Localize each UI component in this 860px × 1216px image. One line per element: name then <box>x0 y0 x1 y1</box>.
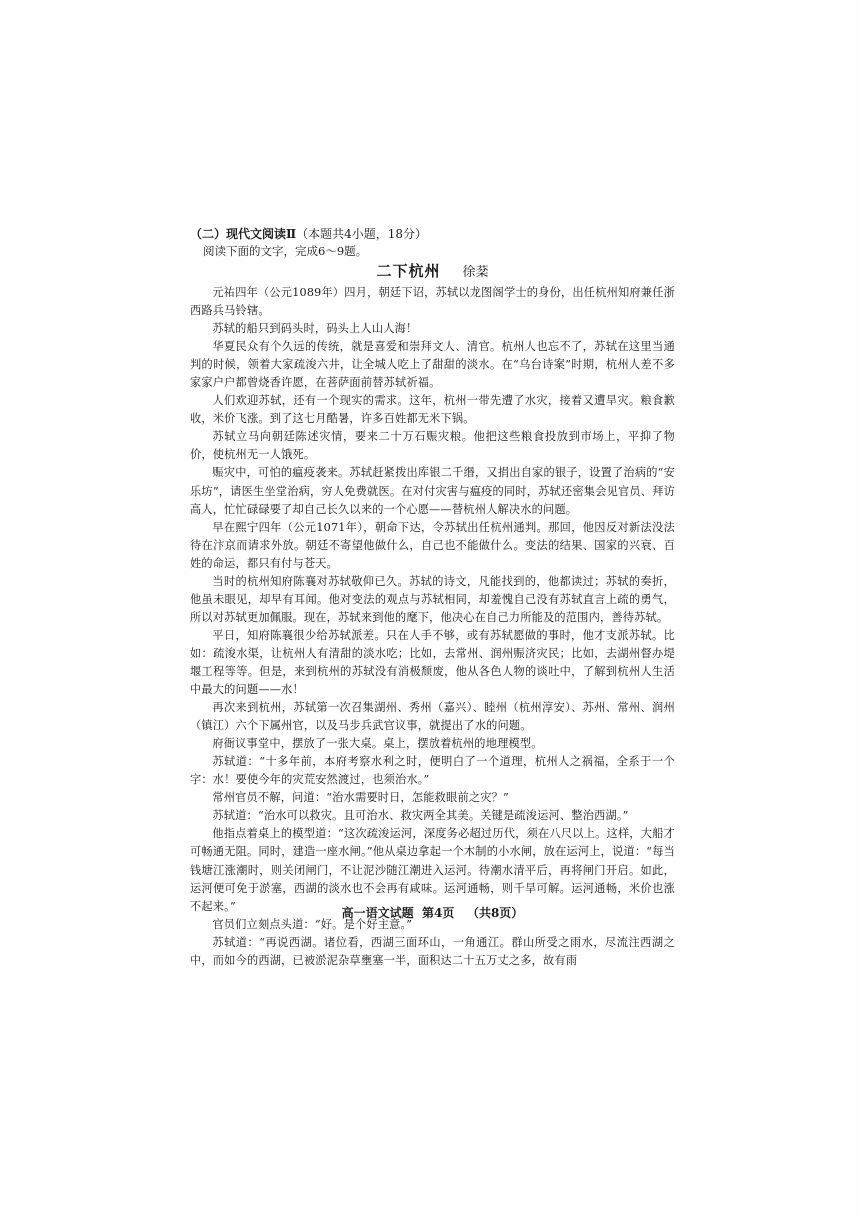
article-paragraph: 平日，知府陈襄很少给苏轼派差。只在人手不够，或有苏轼愿做的事时，他才支派苏轼。比如：疏浚水渠，让杭州人有清甜的淡水吃；比如，去常州、润州赈济灾民；比如，去湖州督办堤堰工程等等。但是，来到杭州的苏轼没有消极颓废，他从各色人物的谈吐中，了解到杭州人生活中最大的问题——水！ <box>190 628 675 697</box>
section-instruction: 阅读下面的文字，完成6～9题。 <box>203 244 368 258</box>
article-paragraph: 官员们立刻点头道：“好。是个好主意。” <box>212 917 413 931</box>
article-paragraph: 苏轼道：“十多年前，本府考察水利之时，便明白了一个道理，杭州人之祸福，全系于一个字：水！要使今年的灾荒安然渡过，也须治水。” <box>190 755 675 787</box>
article-paragraph: 府衙议事堂中，摆放了一张大桌。桌上，摆放着杭州的地理模型。 <box>212 737 543 751</box>
article-paragraph: 赈灾中，可怕的瘟疫袭来。苏轼赶紧拨出库银二千缗，又捐出自家的银子，设置了治病的“安乐坊”，请医生坐堂治病，穷人免费就医。在对付灾害与瘟疫的同时，苏轼还密集会见官员、拜访高人，忙忙碌碌要了却自己长久以来的一个心愿——替杭州人解决水的问题。 <box>190 466 675 516</box>
article-paragraph: 苏轼道：“治水可以救灾。且可治水、救灾两全其美。关键是疏浚运河、整治西湖。” <box>212 809 629 823</box>
article-body <box>190 284 675 970</box>
article-title-row <box>190 261 675 281</box>
article-paragraph: 苏轼的船只到码头时，码头上人山人海！ <box>212 322 418 336</box>
article-author: 徐棻 <box>462 265 489 280</box>
article-title: 二下杭州 <box>376 262 441 280</box>
reading-section <box>190 226 675 970</box>
article-paragraph: 华夏民众有个久远的传统，就是喜爱和崇拜文人、清官。杭州人也忘不了，苏轼在这里当通判的时候，领着大家疏浚六井，让全城人吃上了甜甜的淡水。在“乌台诗案”时期，杭州人差不多家家户户都曾烧香许愿，在菩萨面前替苏轼祈福。 <box>190 340 675 390</box>
footer-page-number: 第4页 <box>422 906 455 920</box>
article-paragraph: 苏轼立马向朝廷陈述灾情，要来二十万石赈灾粮。他把这些粮食投放到市场上，平抑了物价，使杭州无一人饿死。 <box>190 430 675 462</box>
article-paragraph: 当时的杭州知府陈襄对苏轼敬仰已久。苏轼的诗文，凡能找到的，他都读过；苏轼的奏折，他虽未眼见，却早有耳闻。他对变法的观点与苏轼相同，却羞愧自己没有苏轼直言上疏的勇气，所以对苏轼更加佩服。现在，苏轼来到他的麾下，他决心在自己力所能及的范围内，善待苏轼。 <box>190 574 675 624</box>
article-paragraph: 苏轼道：“再说西湖。诸位看，西湖三面环山，一角通江。群山所受之雨水，尽流注西湖之中，而如今的西湖，已被淤泥杂草壅塞一半，面积达二十五万丈之多，故有雨 <box>190 935 675 967</box>
section-note: （本题共4小题，18分） <box>296 227 428 241</box>
section-heading <box>190 226 675 243</box>
footer-total-pages: （共8页） <box>466 906 524 920</box>
article-paragraph: 人们欢迎苏轼，还有一个现实的需求。这年，杭州一带先遭了水灾，接着又遭旱灾。粮食歉收，米价飞涨。到了这七月酷暑，许多百姓都无米下锅。 <box>190 394 675 426</box>
article-paragraph: 常州官员不解，问道：“治水需要时日，怎能救眼前之灾？” <box>212 791 509 805</box>
page-footer <box>190 904 675 922</box>
section-label: （二）现代文阅读Ⅱ <box>190 227 297 241</box>
article-paragraph: 再次来到杭州，苏轼第一次召集湖州、秀州（嘉兴）、睦州（杭州淳安）、苏州、常州、润州（镇江）六个下属州官，以及马步兵武官议事，就提出了水的问题。 <box>190 701 675 733</box>
article-paragraph: 元祐四年（公元1089年）四月，朝廷下诏，苏轼以龙图阁学士的身份，出任杭州知府兼任浙西路兵马铃辖。 <box>190 286 675 318</box>
article-paragraph: 早在熙宁四年（公元1071年），朝命下达，令苏轼出任杭州通判。那回，他因反对新法没法待在汴京而请求外放。朝廷不寄望他做什么，自己也不能做什么。变法的结果、国家的兴衰、百姓的命运，都只有付与苍天。 <box>190 520 675 570</box>
article-paragraph: 他指点着桌上的模型道：“这次疏浚运河，深度务必超过历代，须在八尺以上。这样，大船才可畅通无阻。同时，建造一座水闸。”他从桌边拿起一个木制的小水闸，放在运河上，说道：“每当钱塘江涨潮时，则关闭闸门，不让泥沙随江潮进入运河。待潮水清平后，再将闸门开启。如此，运河便可免于淤塞，西湖的淡水也不会再有咸味。运河通畅，则千旱可解。运河通畅，米价也涨不起来。” <box>190 827 675 913</box>
footer-subject: 高一语文试题 <box>341 906 414 920</box>
